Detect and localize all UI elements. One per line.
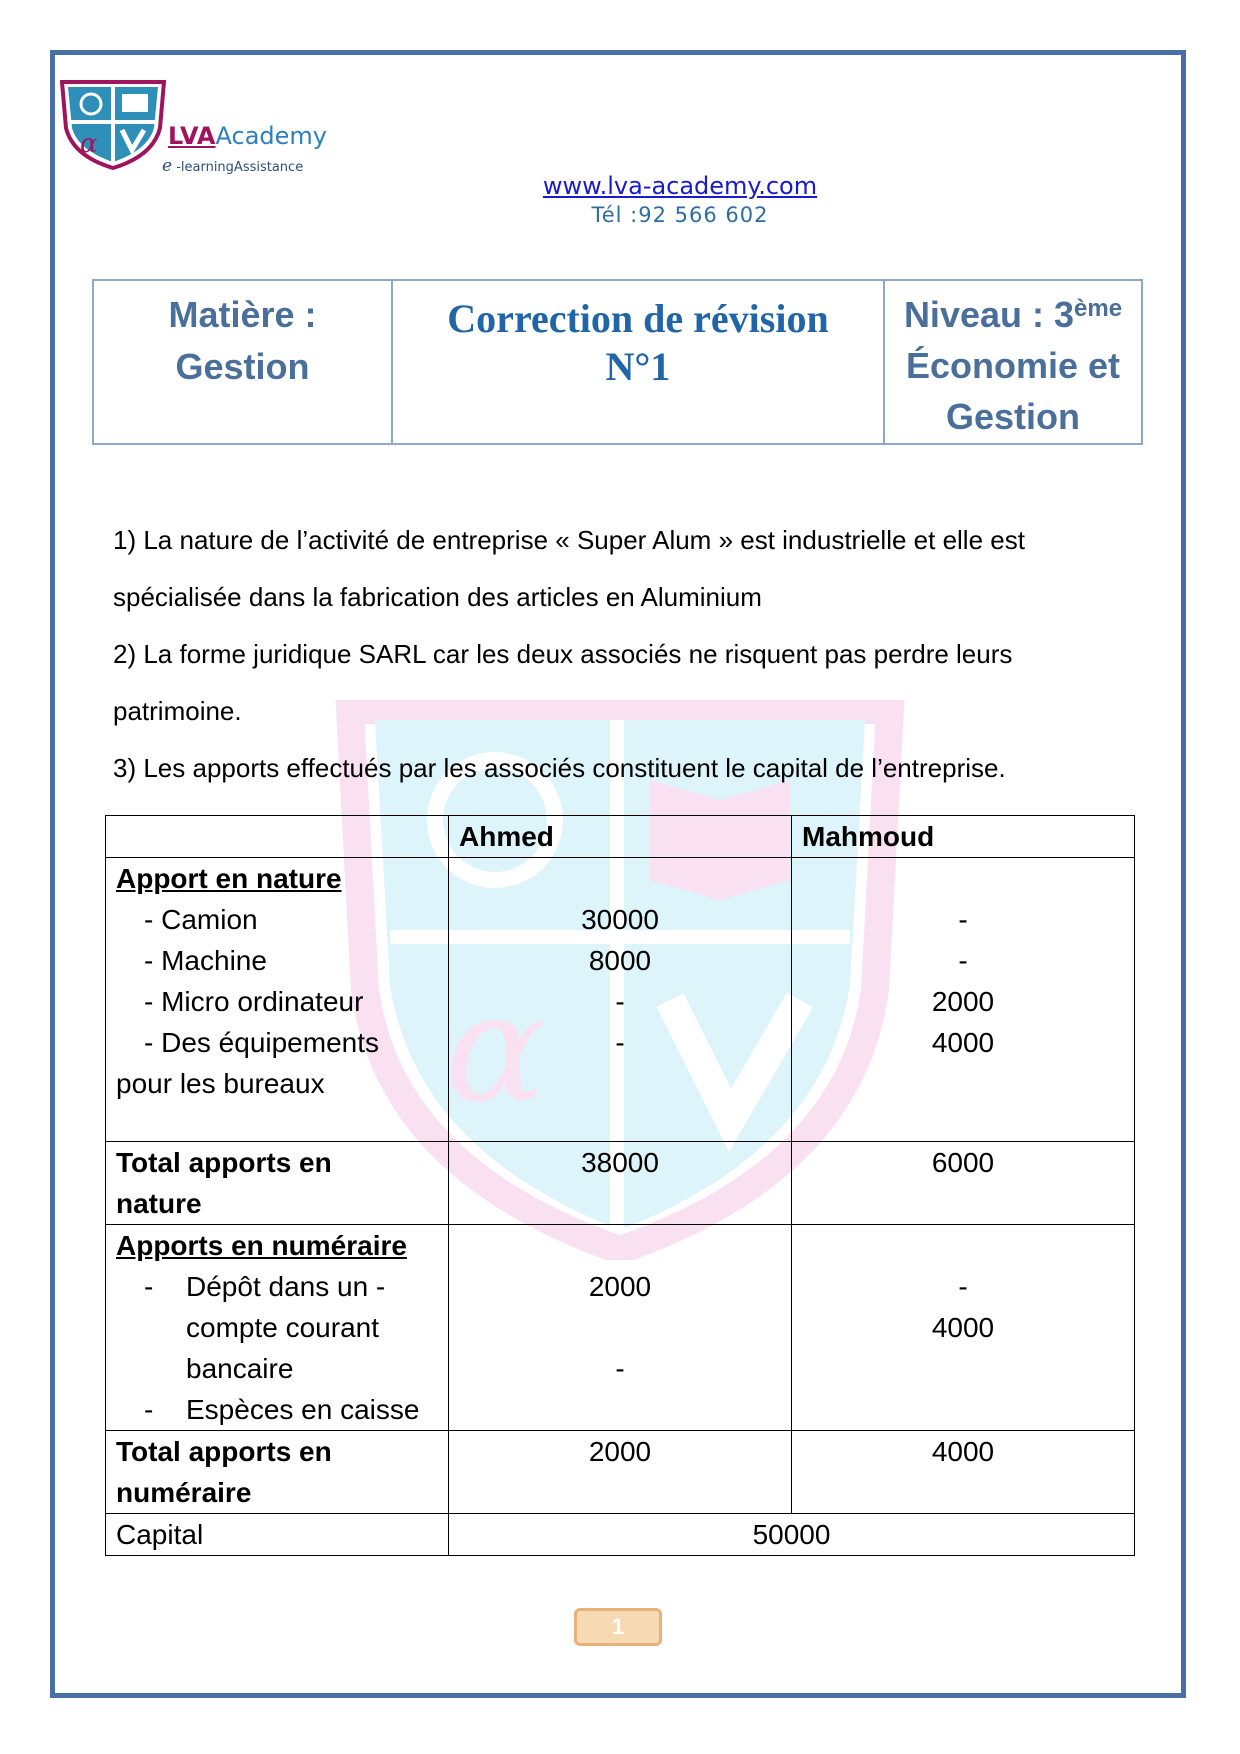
title-cell [392,280,884,444]
numeraire-item: bancaire [186,1353,294,1384]
table-value: - [615,986,625,1017]
table-value: - [958,1271,968,1302]
nature-label-cell [106,858,449,1142]
table-header-row [106,816,1135,858]
total-nature-mahmoud: 6000 [792,1142,1135,1225]
document-title: Correction de révision [447,296,829,341]
total-nature-ahmed: 38000 [449,1142,792,1225]
table-row [106,858,1135,1142]
document-number: N°1 [605,344,671,389]
header-ahmed: Ahmed [449,816,792,858]
answer-2-line-2: patrimoine. [113,696,242,726]
numeraire-item: compte courant [186,1312,379,1343]
svg-text:α: α [445,962,547,1136]
table-value: 4000 [931,1312,995,1343]
page-number-badge: 1 [574,1608,662,1646]
nature-item: - Machine [144,945,267,976]
tagline-e: e [162,156,173,176]
subject-value: Gestion [175,346,310,387]
academy-shield-logo-icon [58,78,168,170]
phone-number: Tél :92 566 602 [591,203,769,227]
answer-1-line-2: spécialisée dans la fabrication des articles en Aluminium [113,582,762,612]
nature-heading: Apport en nature [116,863,342,894]
table-row [106,1514,1135,1556]
total-numeraire-mahmoud: 4000 [792,1431,1135,1514]
table-value: - [958,945,968,976]
table-value: 30000 [581,904,659,935]
tagline-text: -learningAssistance [172,160,304,175]
capital-label: Capital [106,1514,449,1556]
brand-name [168,122,327,150]
answer-paragraphs [113,512,1133,797]
capital-value: 50000 [449,1514,1135,1556]
nature-item: - Micro ordinateur [144,986,364,1017]
table-value: 4000 [931,1027,995,1058]
subject-cell [93,280,392,444]
nature-mahmoud-cell [792,858,1135,1142]
website-link[interactable]: www.lva-academy.com [542,172,818,200]
svg-text:α: α [80,129,98,159]
level-cell [884,280,1142,444]
capital-table [105,815,1135,1556]
table-value: - [958,904,968,935]
subject-label: Matière : [168,294,317,335]
answer-1-line-1: 1) La nature de l’activité de entreprise « Super Alum » est industrielle et elle est [113,525,1025,555]
answer-2-line-1: 2) La forme juridique SARL car les deux associés ne risquent pas perdre leurs [113,639,1013,669]
numeraire-heading: Apports en numéraire [116,1230,407,1261]
total-numeraire-ahmed: 2000 [449,1431,792,1514]
table-value: - [615,1027,625,1058]
level-line3: Gestion [945,396,1080,437]
answer-3: 3) Les apports effectués par les associés constituent le capital de l’entreprise. [113,753,1006,783]
brand-lva: LVA [168,122,216,150]
table-value: 2000 [588,1271,652,1302]
table-value: 2000 [931,986,995,1017]
numeraire-item: Dépôt dans un - [186,1271,386,1302]
numeraire-label-cell: Apports en numéraire - Dépôt dans un - compte courant bancaire - Espèces en caisse [106,1225,449,1431]
table-value: 8000 [588,945,652,976]
nature-item-continuation: pour les bureaux [116,1068,325,1099]
level-line2: Économie et [905,345,1121,386]
table-row [106,1142,1135,1225]
table-row [106,1431,1135,1514]
table-row [106,1225,1135,1431]
brand-academy: Academy [215,122,327,150]
numeraire-mahmoud-cell [792,1225,1135,1431]
nature-ahmed-cell [449,858,792,1142]
level-label: Niveau : 3ème [903,294,1123,335]
numeraire-item: Espèces en caisse [186,1394,420,1425]
header-mahmoud: Mahmoud [792,816,1135,858]
table-value [459,1307,781,1348]
nature-item: - Camion [144,904,258,935]
total-nature-label: Total apports en nature [106,1142,449,1225]
nature-item: - Des équipements [144,1027,380,1058]
total-numeraire-label: Total apports en numéraire [106,1431,449,1514]
header-empty-cell [106,816,449,858]
table-value: - [615,1353,625,1384]
header-info-table [92,279,1143,445]
numeraire-ahmed-cell [449,1225,792,1431]
